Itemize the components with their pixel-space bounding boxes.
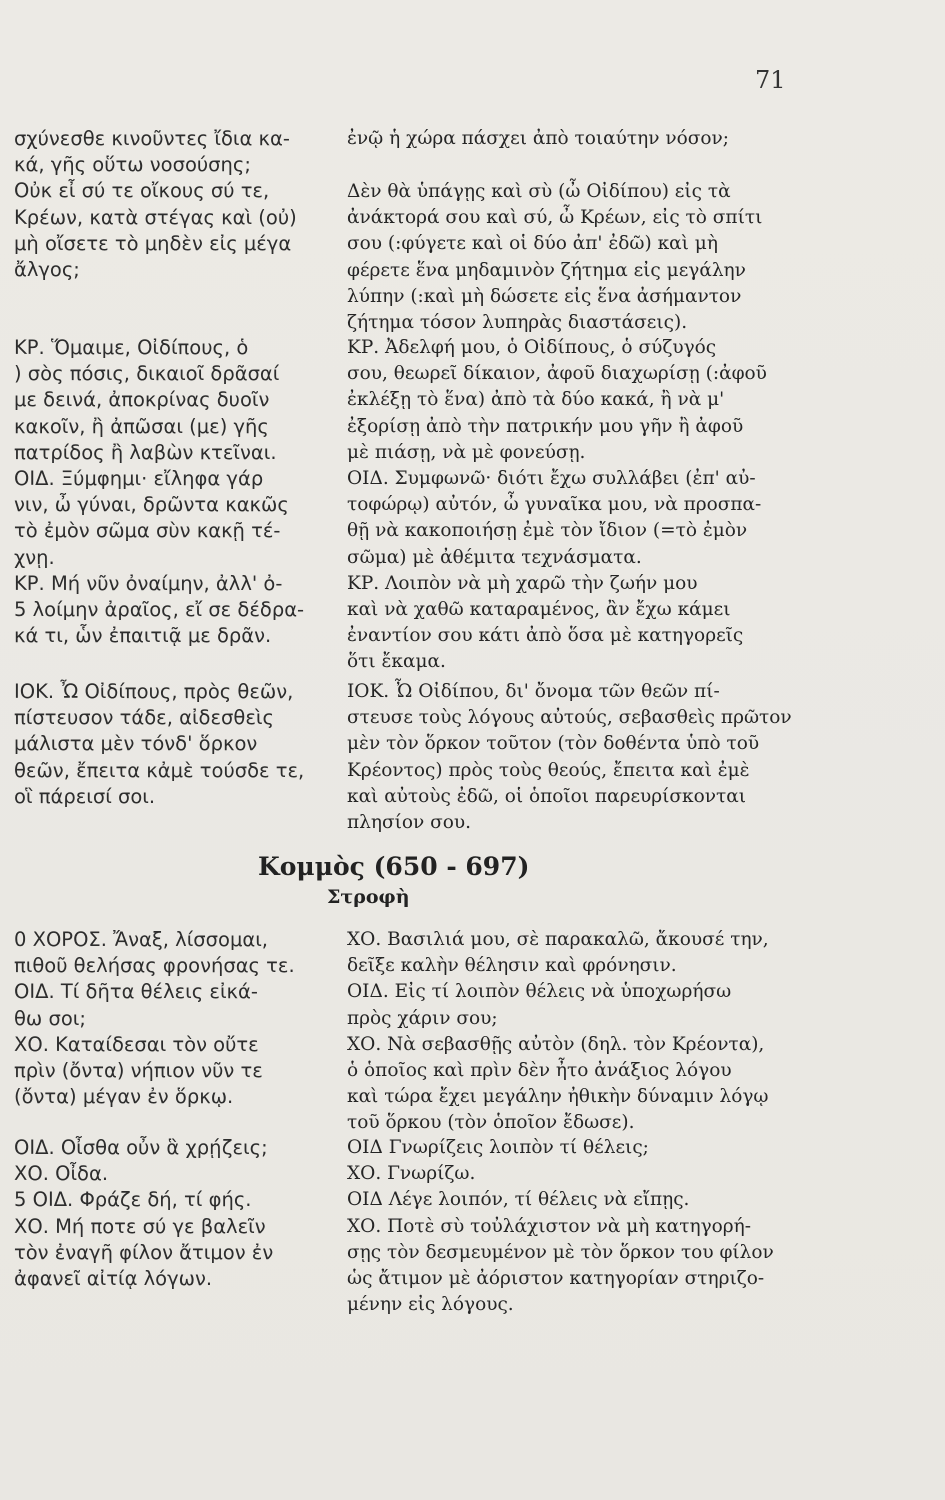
translation-text-line: ΙΟΚ. Ὦ Οἰδίπου, δι' ὄνομα τῶν θεῶν πί- [347,681,720,702]
translation-text-line: ΟΙΔ. Συμφωνῶ· διότι ἔχω συλλάβει (ἐπ' αὐ- [347,467,756,489]
original-text-line: ΟΙΔ. Τί δῆτα θέλεις εἰκά- [14,980,258,1004]
original-text-line: 5 ΟΙΔ. Φράζε δή, τί φής. [14,1188,252,1212]
original-text-line: Κρέων, κατὰ στέγας καὶ (οὐ) [14,205,297,229]
translation-text-line: ἐνῷ ἡ χώρα πάσχει ἀπὸ τοιαύτην νόσον; [347,128,729,149]
translation-text-line: ἐκλέξῃ τὸ ἕνα) ἀπὸ τὰ δύο κακά, ἢ νὰ μ' [347,389,725,411]
original-text-line: σχύνεσθε κινοῦντες ἴδια κα- [14,127,290,150]
translation-text-line: ΟΙΔ Γνωρίζεις λοιπὸν τί θέλεις; [347,1137,649,1158]
translation-text-line: ΧΟ. Νὰ σεβασθῇς αὐτὸν (δηλ. τὸν Κρέοντα), [347,1033,765,1055]
translation-text-line: ΚΡ. Ἀδελφή μου, ὁ Οἰδίπους, ὁ σύζυγός [347,337,717,358]
translation-text-line: στευσε τοὺς λόγους αὐτούς, σεβασθεὶς πρῶτον [347,707,792,729]
original-text-line: με δεινά, ἀποκρίνας δυοῖν [14,388,270,412]
original-text-line: ) σὸς πόσις, δικαιοῖ δρᾶσαί [14,362,280,386]
translation-text-line: ὁ ὁποῖος καὶ πρὶν δὲν ἦτο ἀνάξιος λόγου [347,1059,732,1081]
translation-text-line: ζήτημα τόσον λυπηρὰς διαστάσεις). [347,311,688,333]
translation-text-line: μένην εἰς λόγους. [347,1294,514,1316]
translation-text-line: ὡς ἄτιμον μὲ ἀόριστον κατηγορίαν στηριζο- [347,1267,765,1289]
translation-text-line: καὶ νὰ χαθῶ καταραμένος, ἂν ἔχω κάμει [347,598,731,620]
original-text-line: μὴ οἴσετε τὸ μηδὲν εἰς μέγα [14,231,292,255]
translation-text-line: μὲ πιάσῃ, νὰ μὲ φονεύσῃ. [347,441,586,463]
original-text-line: κακοῖν, ἢ ἀπῶσαι (με) γῆς [14,414,269,438]
translation-text-block [347,1136,774,1319]
original-text-line: ΚΡ. Μή νῦν ὀναίμην, ἀλλ' ὀ- [14,571,283,595]
translation-text-line: τοῦ ὅρκου (τὸν ὁποῖον ἔδωσε). [347,1112,635,1134]
original-text-block [14,1136,273,1293]
translation-text-line: λύπην (:καὶ μὴ δώσετε εἰς ἕνα ἀσήμαντον [347,285,742,307]
original-text-line: τὸ ἐμὸν σῶμα σὺν κακῇ τέ- [14,519,281,543]
original-text-line: ΟΙΔ. Ξύμφημι· εἴληφα γάρ [14,466,264,490]
original-text-line: ΚΡ. Ὅμαιμε, Οἰδίπους, ὁ [14,336,249,359]
translation-text-line: ΧΟ. Ποτὲ σὺ τοὐλάχιστον νὰ μὴ κατηγορή- [347,1215,751,1237]
original-text-block [14,680,304,811]
original-text-line: Οὐκ εἶ σύ τε οἴκους σύ τε, [14,179,270,203]
translation-text-line: μὲν τὸν ὅρκον τοῦτον (τὸν δοθέντα ὑπὸ τοῦ [347,733,760,755]
translation-text-line: πρὸς χάριν σου; [347,1007,498,1029]
original-text-line: ἀφανεῖ αἰτίᾳ λόγων. [14,1266,213,1290]
original-text-line: πατρίδος ἢ λαβὼν κτεῖναι. [14,440,277,464]
translation-text-line: τοφώρῳ) αὐτόν, ὦ γυναῖκα μου, νὰ προσπα- [347,494,762,516]
translation-text-line: φέρετε ἕνα μηδαμινὸν ζήτημα εἰς μεγάλην [347,259,746,281]
original-text-line: πρὶν (ὄντα) νήπιον νῦν τε [14,1058,263,1082]
translation-text-block [347,680,792,837]
original-text-line: ΧΟ. Μή ποτε σύ γε βαλεῖν [14,1214,266,1238]
original-text-line: 5 λοίμην ἀραῖος, εἴ σε δέδρα- [14,597,305,621]
translation-text-line: σῃς τὸν δεσμευμένον μὲ τὸν ὅρκον του φίλον [347,1241,774,1263]
translation-text-line: πλησίον σου. [347,811,472,833]
translation-text-line: δεῖξε καλὴν θέλησιν καὶ φρόνησιν. [347,955,677,977]
original-text-line: χνῃ. [14,545,55,569]
translation-text-line: ΟΙΔ Λέγε λοιπόν, τί θέλεις νὰ εἴπῃς. [347,1189,690,1211]
translation-text-line: ἐναντίον σου κάτι ἀπὸ ὅσα μὲ κατηγορεῖς [347,625,744,647]
section-title: Κομμὸς (650 - 697) [258,852,530,881]
translation-text-line: Κρέοντος) πρὸς τοὺς θεούς, ἔπειτα καὶ ἐμὲ [347,759,750,781]
translation-text-line: θῇ νὰ κακοποιήσῃ ἐμὲ τὸν ἴδιον (=τὸ ἐμὸν [347,520,748,542]
translation-text-line: σῶμα) μὲ ἀθέμιτα τεχνάσματα. [347,546,642,568]
original-text-line: ἄλγος; [14,257,80,281]
translation-text-line: σου, θεωρεῖ δίκαιον, ἀφοῦ διαχωρίσῃ (:ἀφοῦ [347,363,767,385]
original-text-line: θεῶν, ἔπειτα κἀμὲ τούσδε τε, [14,758,305,782]
translation-text-line: σου (:φύγετε καὶ οἱ δύο ἀπ' ἐδῶ) καὶ μὴ [347,233,718,255]
original-text-line: πίστευσον τάδε, αἰδεσθεὶς [14,706,274,730]
translation-text-line: ΧΟ. Βασιλιά μου, σὲ παρακαλῶ, ἄκουσέ την, [347,929,769,950]
original-text-line: οἳ πάρεισί σοι. [14,784,156,808]
translation-text-line: ΟΙΔ. Εἰς τί λοιπὸν θέλεις νὰ ὑποχωρήσω [347,981,732,1003]
translation-text-line: καὶ τώρα ἔχει μεγάλην ἠθικὴν δύναμιν λόγῳ [347,1086,769,1108]
translation-text-line: ἐξορίσῃ ἀπὸ τὴν πατρικήν μου γῆν ἢ ἀφοῦ [347,415,744,437]
translation-text-line: ΚΡ. Λοιπὸν νὰ μὴ χαρῶ τὴν ζωήν μου [347,572,698,594]
original-text-line: τὸν ἐναγῆ φίλον ἄτιμον ἐν [14,1240,274,1264]
original-text-line: μάλιστα μὲν τόνδ' ὅρκον [14,732,258,756]
original-text-block [14,127,297,284]
original-text-block [14,928,295,1111]
section-subtitle: Στροφὴ [327,886,410,908]
original-text-line: ΙΟΚ. Ὦ Οἰδίπους, πρὸς θεῶν, [14,680,294,703]
translation-text-line: ὅτι ἔκαμα. [347,651,446,673]
translation-text-line: Δὲν θὰ ὑπάγῃς καὶ σὺ (ὦ Οἰδίπου) εἰς τὰ [347,181,731,202]
original-text-line: θω σοι; [14,1006,86,1030]
original-text-line: ΧΟ. Οἶδα. [14,1162,109,1186]
translation-text-block [347,928,769,1138]
translation-text-line: ἀνάκτορά σου καὶ σύ, ὦ Κρέων, εἰς τὸ σπίτι [347,207,763,229]
translation-text-block [347,127,729,153]
original-text-line: 0 ΧΟΡΟΣ. Ἄναξ, λίσσομαι, [14,928,268,951]
translation-text-line: καὶ αὐτοὺς ἐδῶ, οἱ ὁποῖοι παρευρίσκονται [347,785,746,807]
translation-text-line: ΧΟ. Γνωρίζω. [347,1163,476,1185]
original-text-line: νιν, ὦ γύναι, δρῶντα κακῶς [14,493,289,517]
original-text-line: ΧΟ. Καταίδεσαι τὸν οὔτε [14,1032,259,1056]
page-number: 71 [755,66,786,94]
original-text-block [14,336,304,650]
original-text-line: (ὄντα) μέγαν ἐν ὅρκῳ. [14,1085,234,1109]
translation-text-block [347,336,767,676]
translation-text-block [347,180,762,337]
original-text-line: ΟΙΔ. Οἶσθα οὖν ἃ χρῄζεις; [14,1136,268,1159]
original-text-line: πιθοῦ θελήσας φρονήσας τε. [14,954,295,978]
original-text-line: κά, γῆς οὕτω νοσούσης; [14,153,251,177]
original-text-line: κά τι, ὧν ἐπαιτιᾷ με δρᾶν. [14,624,272,648]
